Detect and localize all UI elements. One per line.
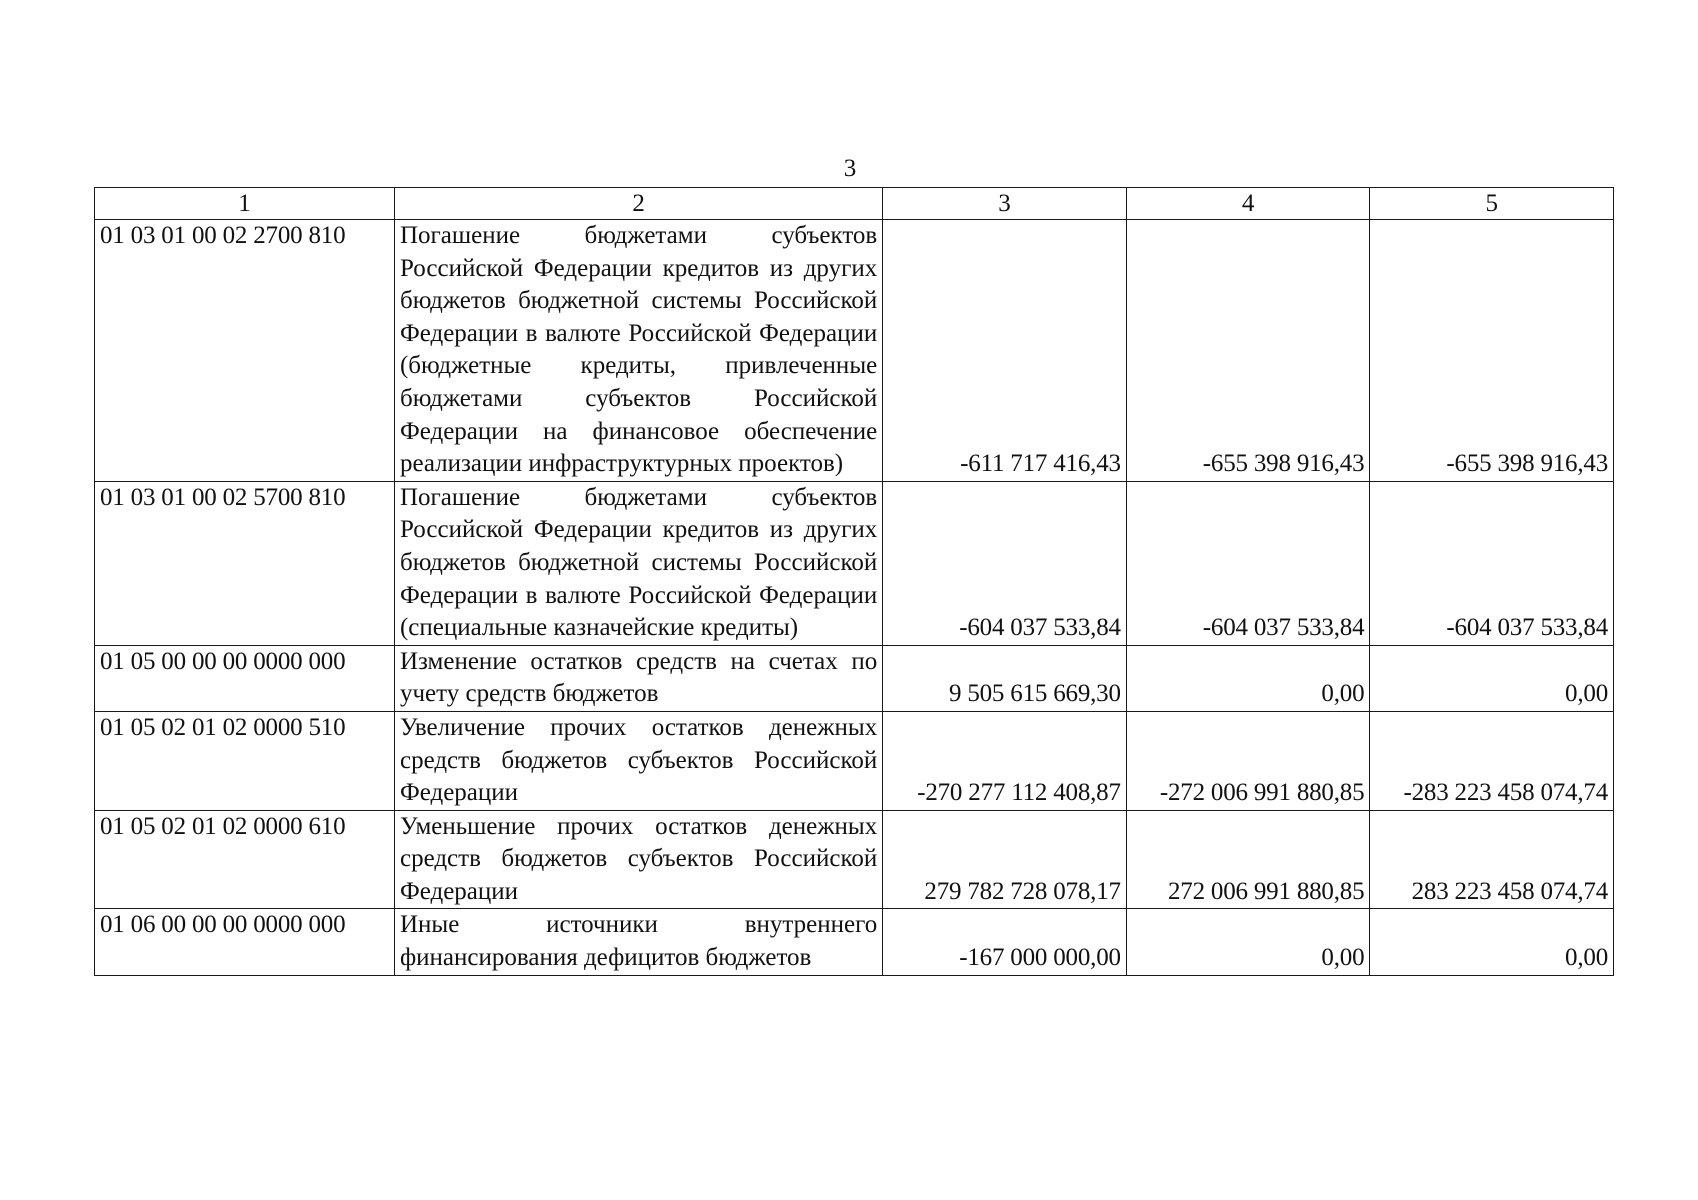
column-header-3: 3 [883,188,1127,220]
column-header-1: 1 [95,188,395,220]
row-description: Изменение остатков средств на счетах по учету средств бюджетов [394,645,882,711]
table-row [95,810,1614,909]
row-value-col4: 0,00 [1126,909,1370,975]
row-value-col3: -270 277 112 408,87 [883,711,1127,810]
row-description: Погашение бюджетами субъектов Российской Федерации кредитов из других бюджетов бюджетной системы Российской Федерации в валюте Российской Федерации (бюджетные кредиты, привлеченные бюджетами субъектов Российской Федерации на финансовое обеспечение реализации инфраструктурных проектов) [394,220,882,482]
row-value-col3: 279 782 728 078,17 [883,810,1127,909]
budget-sources-table [94,187,1614,976]
row-code: 01 06 00 00 00 0000 000 [95,909,395,975]
column-header-5: 5 [1370,188,1614,220]
page-number: 3 [843,155,857,182]
row-code: 01 05 02 01 02 0000 610 [95,810,395,909]
column-header-2: 2 [394,188,882,220]
row-value-col4: -604 037 533,84 [1126,481,1370,645]
row-value-col5: 0,00 [1370,645,1614,711]
table-row [95,645,1614,711]
row-code: 01 03 01 00 02 2700 810 [95,220,395,482]
row-code: 01 05 00 00 00 0000 000 [95,645,395,711]
row-value-col5: -283 223 458 074,74 [1370,711,1614,810]
row-value-col3: -611 717 416,43 [883,220,1127,482]
table-row [95,909,1614,975]
row-value-col3: -167 000 000,00 [883,909,1127,975]
row-code: 01 03 01 00 02 5700 810 [95,481,395,645]
table-row [95,220,1614,482]
row-value-col3: 9 505 615 669,30 [883,645,1127,711]
table-row [95,711,1614,810]
row-value-col5: 0,00 [1370,909,1614,975]
table-row [95,481,1614,645]
row-value-col3: -604 037 533,84 [883,481,1127,645]
row-description: Иные источники внутреннего финансирования дефицитов бюджетов [394,909,882,975]
row-value-col4: 272 006 991 880,85 [1126,810,1370,909]
column-header-4: 4 [1126,188,1370,220]
row-value-col4: 0,00 [1126,645,1370,711]
row-description: Уменьшение прочих остатков денежных средств бюджетов субъектов Российской Федерации [394,810,882,909]
row-value-col5: -655 398 916,43 [1370,220,1614,482]
row-code: 01 05 02 01 02 0000 510 [95,711,395,810]
row-value-col4: -272 006 991 880,85 [1126,711,1370,810]
row-description: Погашение бюджетами субъектов Российской Федерации кредитов из других бюджетов бюджетной системы Российской Федерации в валюте Российской Федерации (специальные казначейские кредиты) [394,481,882,645]
row-value-col5: 283 223 458 074,74 [1370,810,1614,909]
table-header-row [95,188,1614,220]
row-description: Увеличение прочих остатков денежных средств бюджетов субъектов Российской Федерации [394,711,882,810]
row-value-col5: -604 037 533,84 [1370,481,1614,645]
row-value-col4: -655 398 916,43 [1126,220,1370,482]
